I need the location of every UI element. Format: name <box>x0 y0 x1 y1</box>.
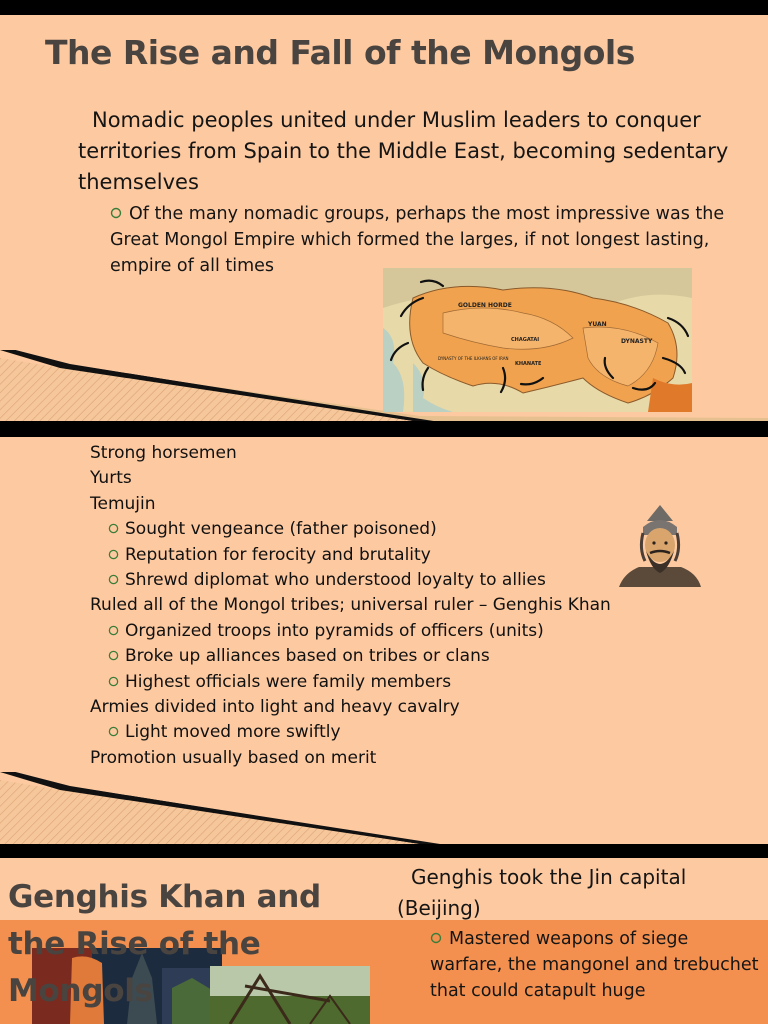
list-item: Broke up alliances based on tribes or clans <box>90 644 730 669</box>
list-item: Shrewd diplomat who understood loyalty to allies <box>90 568 730 593</box>
list-item: Sought vengeance (father poisoned) <box>90 517 730 542</box>
list-item: Light moved more swiftly <box>90 720 730 745</box>
map-label-dynasty: DYNASTY <box>621 338 653 345</box>
slide-title: Genghis Khan and the Rise of the Mongols <box>8 879 321 1009</box>
slide-3 <box>0 858 768 1024</box>
circle-bullet-icon <box>108 549 119 560</box>
circle-bullet-icon <box>108 676 119 687</box>
sub-bullet-text: Mastered weapons of siege warfare, the mangonel and trebuchet that could catapult huge <box>430 929 759 1001</box>
list-item: Promotion usually based on merit <box>90 747 377 768</box>
circle-bullet-icon <box>430 932 442 944</box>
sub-bullet <box>430 926 760 1004</box>
circle-bullet-icon <box>108 625 119 636</box>
list-item: Temujin <box>90 493 156 514</box>
list-item: Yurts <box>90 468 132 489</box>
main-bullet-text: Nomadic peoples united under Muslim leaders to conquer territories from Spain to the Middle East, becoming sedentary themselves <box>78 108 729 194</box>
circle-bullet-icon <box>108 574 119 585</box>
bullet-list <box>90 441 730 771</box>
list-item: Armies divided into light and heavy cavalry <box>90 697 460 718</box>
genghis-khan-portrait-image <box>619 503 701 587</box>
circle-bullet-icon <box>108 726 119 737</box>
circle-bullet-icon <box>108 650 119 661</box>
map-label-golden-horde: GOLDEN HORDE <box>458 302 512 309</box>
map-label-ilkhans: DYNASTY OF THE ILKHANS OF IRAN <box>438 356 509 361</box>
slide-2 <box>0 437 768 844</box>
circle-bullet-icon <box>110 207 122 219</box>
slide-1 <box>0 15 768 421</box>
circle-bullet-icon <box>108 523 119 534</box>
map-label-yuan: YUAN <box>588 321 607 328</box>
map-label-khanate: KHANATE <box>515 361 542 367</box>
decorative-hatched-band <box>0 772 768 844</box>
list-item: Organized troops into pyramids of officers (units) <box>90 619 730 644</box>
list-item: Highest officials were family members <box>90 670 730 695</box>
main-bullet-text: Genghis took the Jin capital (Beijing) <box>397 865 687 920</box>
mongol-empire-map-image <box>383 268 692 412</box>
sub-bullet-text: Of the many nomadic groups, perhaps the most impressive was the Great Mongol Empire which formed the larges, if not longest lasting, empire of all times <box>110 204 725 276</box>
list-item: Strong horsemen <box>90 443 237 463</box>
map-label-chagatai: CHAGATAI <box>511 337 540 343</box>
slide-title: The Rise and Fall of the Mongols <box>45 33 635 72</box>
list-item: Reputation for ferocity and brutality <box>90 543 730 568</box>
list-item: Ruled all of the Mongol tribes; universal ruler – Genghis Khan <box>90 595 611 616</box>
